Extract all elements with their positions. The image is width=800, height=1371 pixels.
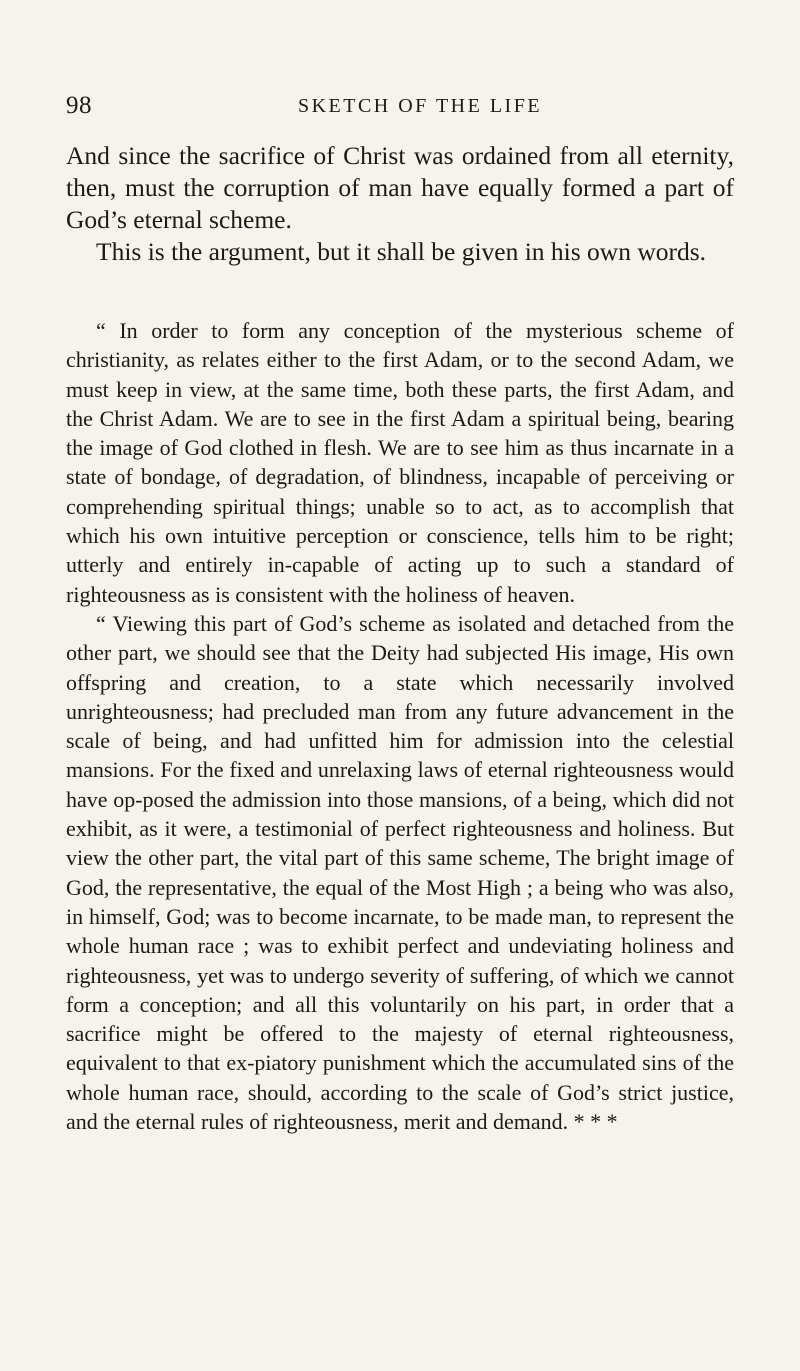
page-number: 98 [66,92,92,119]
lead-paragraph-1: And since the sacrifice of Christ was ordained from all eternity, then, must the corruption of man have equally formed a part of God’s eternal scheme. [66,141,734,234]
quote-paragraph-2: “ Viewing this part of God’s scheme as isolated and detached from the other part, we should see that the Deity had subjected His image, His own offspring and creation, to a state which necessarily involved unrighteousness; had precluded man from any future advancement in the scale of being, and had unfitted him for admission into the celestial mansions. For the fixed and unrelaxing laws of eternal righteousness would have op-posed the admission into those mansions, of a being, which did not exhibit, as it were, a testimonial of perfect righteousness and holiness. But view the other part, the vital part of this same scheme, The bright image of God, the representative, the equal of the Most High ; a being who was also, in himself, God; was to become incarnate, to be made man, to represent the whole human race ; was to exhibit perfect and undeviating holiness and righteousness, yet was to undergo severity of suffering, of which we cannot form a conception; and all this voluntarily on his part, in order that a sacrifice might be offered to the majesty of eternal righteousness, equivalent to that ex-piatory punishment which the accumulated sins of the whole human race, should, according to the scale of God’s strict justice, and the eternal rules of righteousness, merit and demand. * * * [66,610,734,1135]
running-title: SKETCH OF THE LIFE [297,95,543,117]
lead-paragraph-2: This is the argument, but it shall be given in his own words. [96,237,707,266]
page-header [66,92,734,124]
lead-text [66,140,734,268]
quote-paragraph-1: “ In order to form any conception of the mysterious scheme of christianity, as relates either to the first Adam, or to the second Adam, we must keep in view, at the same time, both these parts, the first Adam, and the Christ Adam. We are to see in the first Adam a spiritual being, bearing the image of God clothed in flesh. We are to see him as thus incarnate in a state of bondage, of degradation, of blindness, incapable of perceiving or comprehending spiritual things; unable so to act, as to accomplish that which his own intuitive perception or conscience, tells him to be right; utterly and entirely in-capable of acting up to such a standard of righteousness as is consistent with the holiness of heaven. [66,318,734,607]
quoted-passage [66,316,734,1136]
